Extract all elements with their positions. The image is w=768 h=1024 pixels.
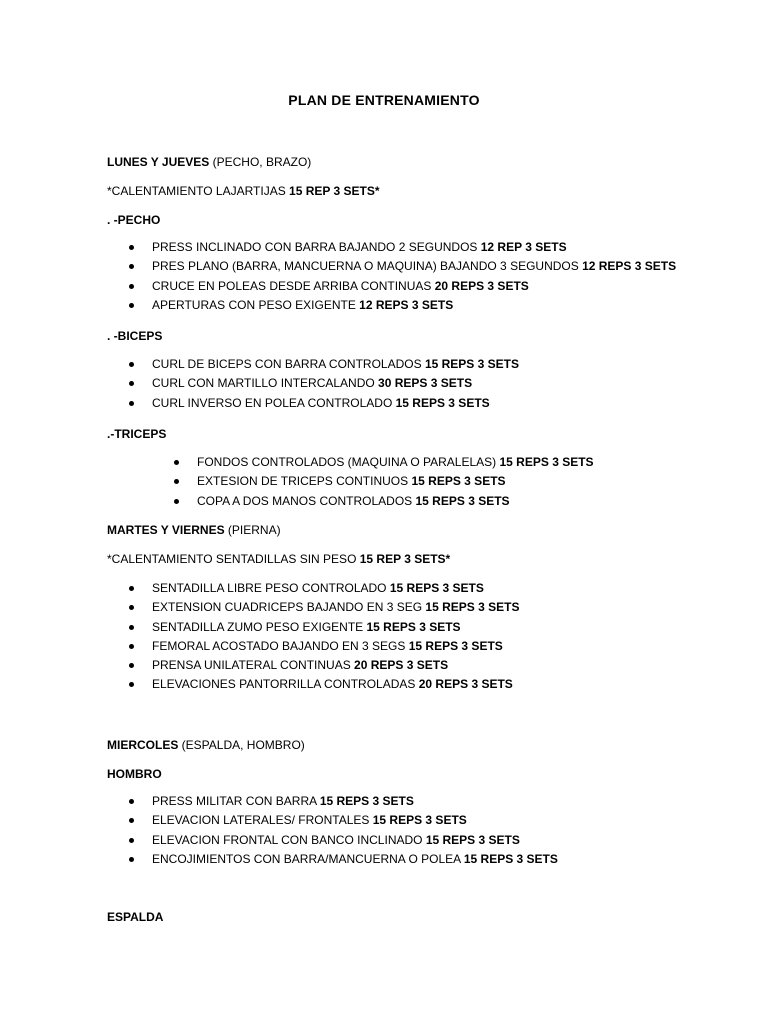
section-label-biceps: . -BICEPS <box>107 329 163 343</box>
bullet-icon <box>129 245 134 250</box>
list-item <box>129 831 558 850</box>
list-item <box>129 296 676 315</box>
exercise-reps: 20 REPS 3 SETS <box>418 677 513 692</box>
exercise-name: PRESS MILITAR CON BARRA <box>152 794 320 808</box>
bullet-icon <box>174 479 179 484</box>
exercise-list-pecho <box>129 238 676 315</box>
day-heading-lunes <box>107 154 311 170</box>
exercise-reps: 15 REPS 3 SETS <box>463 851 558 866</box>
list-item <box>129 637 519 656</box>
bullet-icon <box>129 605 134 610</box>
exercise-name: EXTESION DE TRICEPS CONTINUOS <box>197 474 412 489</box>
bullet-icon <box>129 663 134 668</box>
exercise-reps: 12 REP 3 SETS <box>480 240 567 254</box>
bullet-icon <box>129 799 134 804</box>
exercise-reps: 15 REPS 3 SETS <box>425 600 520 615</box>
day-heading-text: MARTES Y VIERNES <box>107 523 225 537</box>
list-item <box>129 238 676 257</box>
bullet-icon <box>129 401 134 406</box>
document-title: PLAN DE ENTRENAMIENTO <box>288 92 480 108</box>
exercise-name: CURL CON MARTILLO INTERCALANDO <box>152 376 379 391</box>
exercise-reps: 15 REPS 3 SETS <box>395 395 490 410</box>
exercise-list-pierna <box>129 579 519 695</box>
exercise-reps: 15 REPS 3 SETS <box>389 581 484 595</box>
exercise-reps: 15 REPS 3 SETS <box>411 474 506 489</box>
list-item <box>129 850 558 869</box>
exercise-name: ELEVACIONES PANTORRILLA CONTROLADAS <box>152 677 419 692</box>
exercise-reps: 15 REPS 3 SETS <box>499 455 594 469</box>
exercise-reps: 20 REPS 3 SETS <box>434 278 529 293</box>
warmup-text: *CALENTAMIENTO SENTADILLAS SIN PESO <box>107 552 360 566</box>
list-item <box>129 618 519 637</box>
exercise-name: APERTURAS CON PESO EXIGENTE <box>152 297 360 312</box>
bullet-icon <box>129 838 134 843</box>
exercise-name: FEMORAL ACOSTADO BAJANDO EN 3 SEGS <box>152 638 409 653</box>
bullet-icon <box>129 303 134 308</box>
exercise-reps: 12 REPS 3 SETS <box>582 259 677 274</box>
list-item <box>174 472 594 491</box>
warmup-reps: 15 REP 3 SETS* <box>289 184 380 198</box>
list-item <box>174 453 594 472</box>
list-item <box>129 792 558 811</box>
warmup-text: *CALENTAMIENTO LAJARTIJAS <box>107 184 290 198</box>
exercise-name: ELEVACION FRONTAL CON BANCO INCLINADO <box>152 832 426 847</box>
exercise-name: PRESS INCLINADO CON BARRA BAJANDO 2 SEGUNDOS <box>152 240 481 254</box>
exercise-list-biceps <box>129 355 519 413</box>
section-label-espalda: ESPALDA <box>107 910 164 924</box>
exercise-name: CRUCE EN POLEAS DESDE ARRIBA CONTINUAS <box>152 278 435 293</box>
list-item <box>129 355 519 374</box>
exercise-name: FONDOS CONTROLADOS (MAQUINA O PARALELAS) <box>197 455 500 469</box>
exercise-reps: 15 REPS 3 SETS <box>319 794 414 808</box>
exercise-reps: 15 REPS 3 SETS <box>408 638 503 653</box>
exercise-reps: 15 REPS 3 SETS <box>424 357 519 371</box>
bullet-icon <box>129 818 134 823</box>
day-heading-martes <box>107 522 281 538</box>
list-item <box>129 394 519 413</box>
bullet-icon <box>129 644 134 649</box>
exercise-name: CURL DE BICEPS CON BARRA CONTROLADOS <box>152 357 425 371</box>
exercise-name: PRES PLANO (BARRA, MANCUERNA O MAQUINA) BAJANDO 3 SEGUNDOS <box>152 259 583 274</box>
bullet-icon <box>129 362 134 367</box>
list-item <box>129 277 676 296</box>
day-heading-sub: (ESPALDA, HOMBRO) <box>178 738 305 752</box>
day-heading-sub: (PIERNA) <box>224 523 281 537</box>
list-item <box>129 656 519 675</box>
bullet-icon <box>129 857 134 862</box>
exercise-list-triceps <box>174 453 594 511</box>
bullet-icon <box>174 499 179 504</box>
exercise-reps: 15 REPS 3 SETS <box>372 813 467 828</box>
bullet-icon <box>174 460 179 465</box>
exercise-reps: 30 REPS 3 SETS <box>378 376 473 391</box>
exercise-list-hombro <box>129 792 558 869</box>
exercise-reps: 15 REPS 3 SETS <box>425 832 520 847</box>
list-item <box>129 598 519 617</box>
day-heading-text: LUNES Y JUEVES <box>107 155 210 169</box>
warmup-reps: 15 REP 3 SETS* <box>359 552 451 566</box>
exercise-name: COPA A DOS MANOS CONTROLADOS <box>197 493 416 508</box>
exercise-name: ENCOJIMIENTOS CON BARRA/MANCUERNA O POLEA <box>152 851 464 866</box>
exercise-name: SENTADILLA ZUMO PESO EXIGENTE <box>152 619 367 634</box>
section-label-triceps: .-TRICEPS <box>107 427 167 441</box>
list-item <box>129 579 519 598</box>
day-heading-text: MIERCOLES <box>107 738 179 752</box>
bullet-icon <box>129 381 134 386</box>
exercise-name: PRENSA UNILATERAL CONTINUAS <box>152 658 355 673</box>
section-label-pecho: . -PECHO <box>107 213 161 227</box>
exercise-name: ELEVACION LATERALES/ FRONTALES <box>152 813 373 828</box>
bullet-icon <box>129 625 134 630</box>
bullet-icon <box>129 682 134 687</box>
list-item <box>129 257 676 276</box>
exercise-reps: 15 REPS 3 SETS <box>366 619 461 634</box>
exercise-reps: 20 REPS 3 SETS <box>354 658 449 673</box>
warmup-lunes <box>107 183 380 199</box>
exercise-reps: 12 REPS 3 SETS <box>359 297 454 312</box>
list-item <box>129 374 519 393</box>
list-item <box>129 675 519 694</box>
exercise-name: EXTENSION CUADRICEPS BAJANDO EN 3 SEG <box>152 600 426 615</box>
bullet-icon <box>129 264 134 269</box>
list-item <box>174 492 594 511</box>
warmup-martes <box>107 551 450 567</box>
section-label-hombro: HOMBRO <box>107 767 162 781</box>
exercise-reps: 15 REPS 3 SETS <box>415 493 510 508</box>
day-heading-sub: (PECHO, BRAZO) <box>212 155 312 169</box>
list-item <box>129 811 558 830</box>
bullet-icon <box>129 586 134 591</box>
exercise-name: SENTADILLA LIBRE PESO CONTROLADO <box>152 581 390 595</box>
day-heading-miercoles <box>107 737 305 753</box>
exercise-name: CURL INVERSO EN POLEA CONTROLADO <box>152 395 396 410</box>
bullet-icon <box>129 284 134 289</box>
